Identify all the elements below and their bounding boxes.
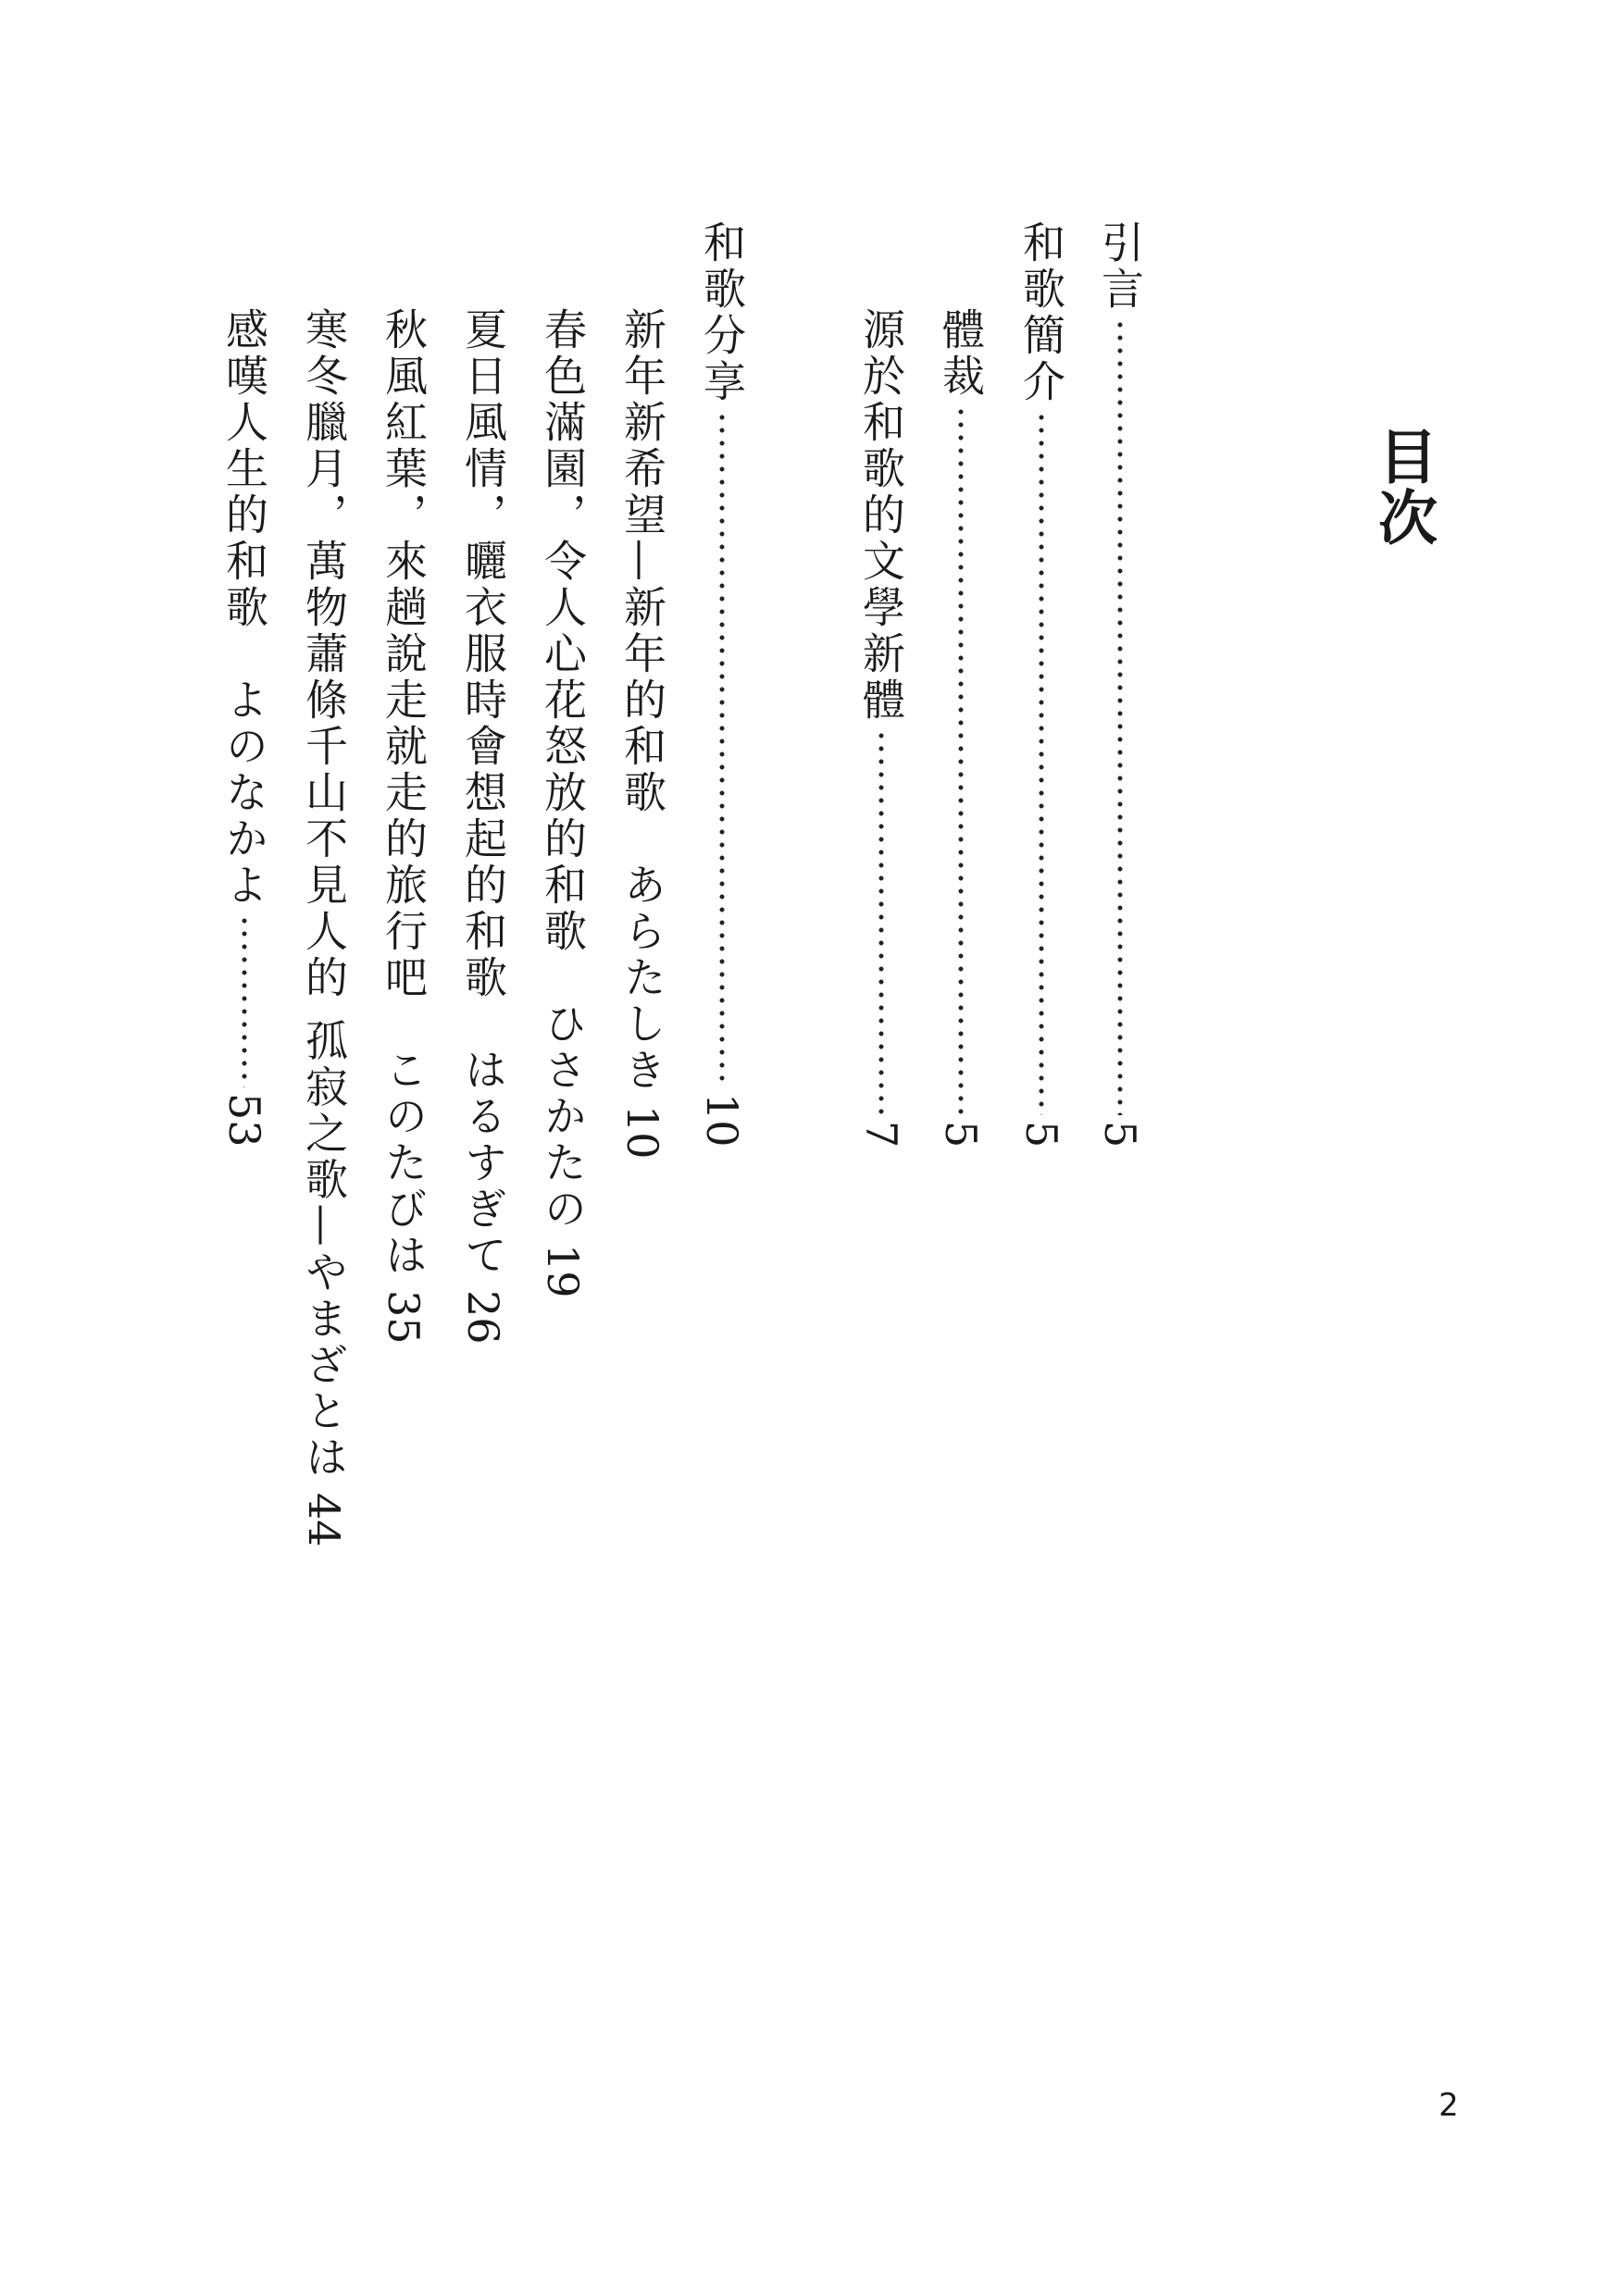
toc-entry-page: 5 xyxy=(936,1120,986,1148)
toc-entry-new-year[interactable] xyxy=(615,307,670,1160)
toc-entry-new-forms[interactable] xyxy=(853,307,909,1148)
toc-entry-page: 10 xyxy=(617,1105,667,1160)
toc-entry-title: 源於和歌的文學新體 xyxy=(856,307,906,724)
page-title: 目次 xyxy=(1368,426,1437,548)
toc-entry-page: 26 xyxy=(458,1290,508,1345)
toc-entry-title: 新年新希望—新年的和歌 あらたしき xyxy=(617,307,667,1094)
toc-entry-title: 感嘆人生的和歌 よのなかよ xyxy=(219,307,269,909)
toc-entry-life[interactable] xyxy=(217,307,272,1148)
toc-entry-spring[interactable] xyxy=(535,307,591,1298)
toc-entry-page: 19 xyxy=(538,1244,588,1298)
dot-leader xyxy=(853,729,909,1115)
toc-entry-style[interactable] xyxy=(933,307,989,1148)
toc-entry-title: 和歌簡介 xyxy=(1016,220,1066,405)
toc-entry-page: 5 xyxy=(1095,1120,1145,1148)
toc-entry-autumn[interactable] xyxy=(376,307,431,1345)
dot-leader xyxy=(1092,318,1148,1115)
toc-entry-title: 秋風紅葉，來趟說走就走的旅行吧 このたびは xyxy=(379,307,429,1279)
toc-entry-title: 夏日風情，曬衣服時會想起的和歌 はるすぎて xyxy=(458,307,508,1279)
toc-entry-summer[interactable] xyxy=(455,307,511,1345)
toc-entry-waka-share[interactable] xyxy=(694,220,750,1148)
toc-entry-page: 44 xyxy=(299,1492,349,1547)
dot-leader xyxy=(694,411,750,1087)
toc-entry-title: 春色滿園，令人心花怒放的和歌 ひさかたの xyxy=(538,307,588,1233)
toc-entry-title: 引言 xyxy=(1095,220,1145,313)
dot-leader xyxy=(1014,411,1069,1115)
page-number: 2 xyxy=(1438,2087,1459,2124)
toc-entry-page: 5 xyxy=(1016,1120,1066,1148)
toc-entry-intro[interactable] xyxy=(1092,220,1148,1148)
toc-entry-page: 10 xyxy=(697,1093,747,1148)
toc-entry-page: 7 xyxy=(856,1120,906,1148)
toc-entry-title: 和歌分享 xyxy=(697,220,747,405)
dot-leader xyxy=(217,914,272,1087)
toc-entry-winter[interactable] xyxy=(296,307,352,1547)
toc-entry-waka-intro[interactable] xyxy=(1014,220,1069,1148)
toc-entry-page: 53 xyxy=(219,1093,269,1148)
toc-entry-title: 體裁 xyxy=(936,307,986,400)
toc-entry-page: 35 xyxy=(379,1290,429,1345)
toc-entry-title: 寒冬臘月，萬物蕭條千山不見人的 孤寂之歌—やまざとは xyxy=(299,307,349,1482)
dot-leader xyxy=(933,405,989,1115)
